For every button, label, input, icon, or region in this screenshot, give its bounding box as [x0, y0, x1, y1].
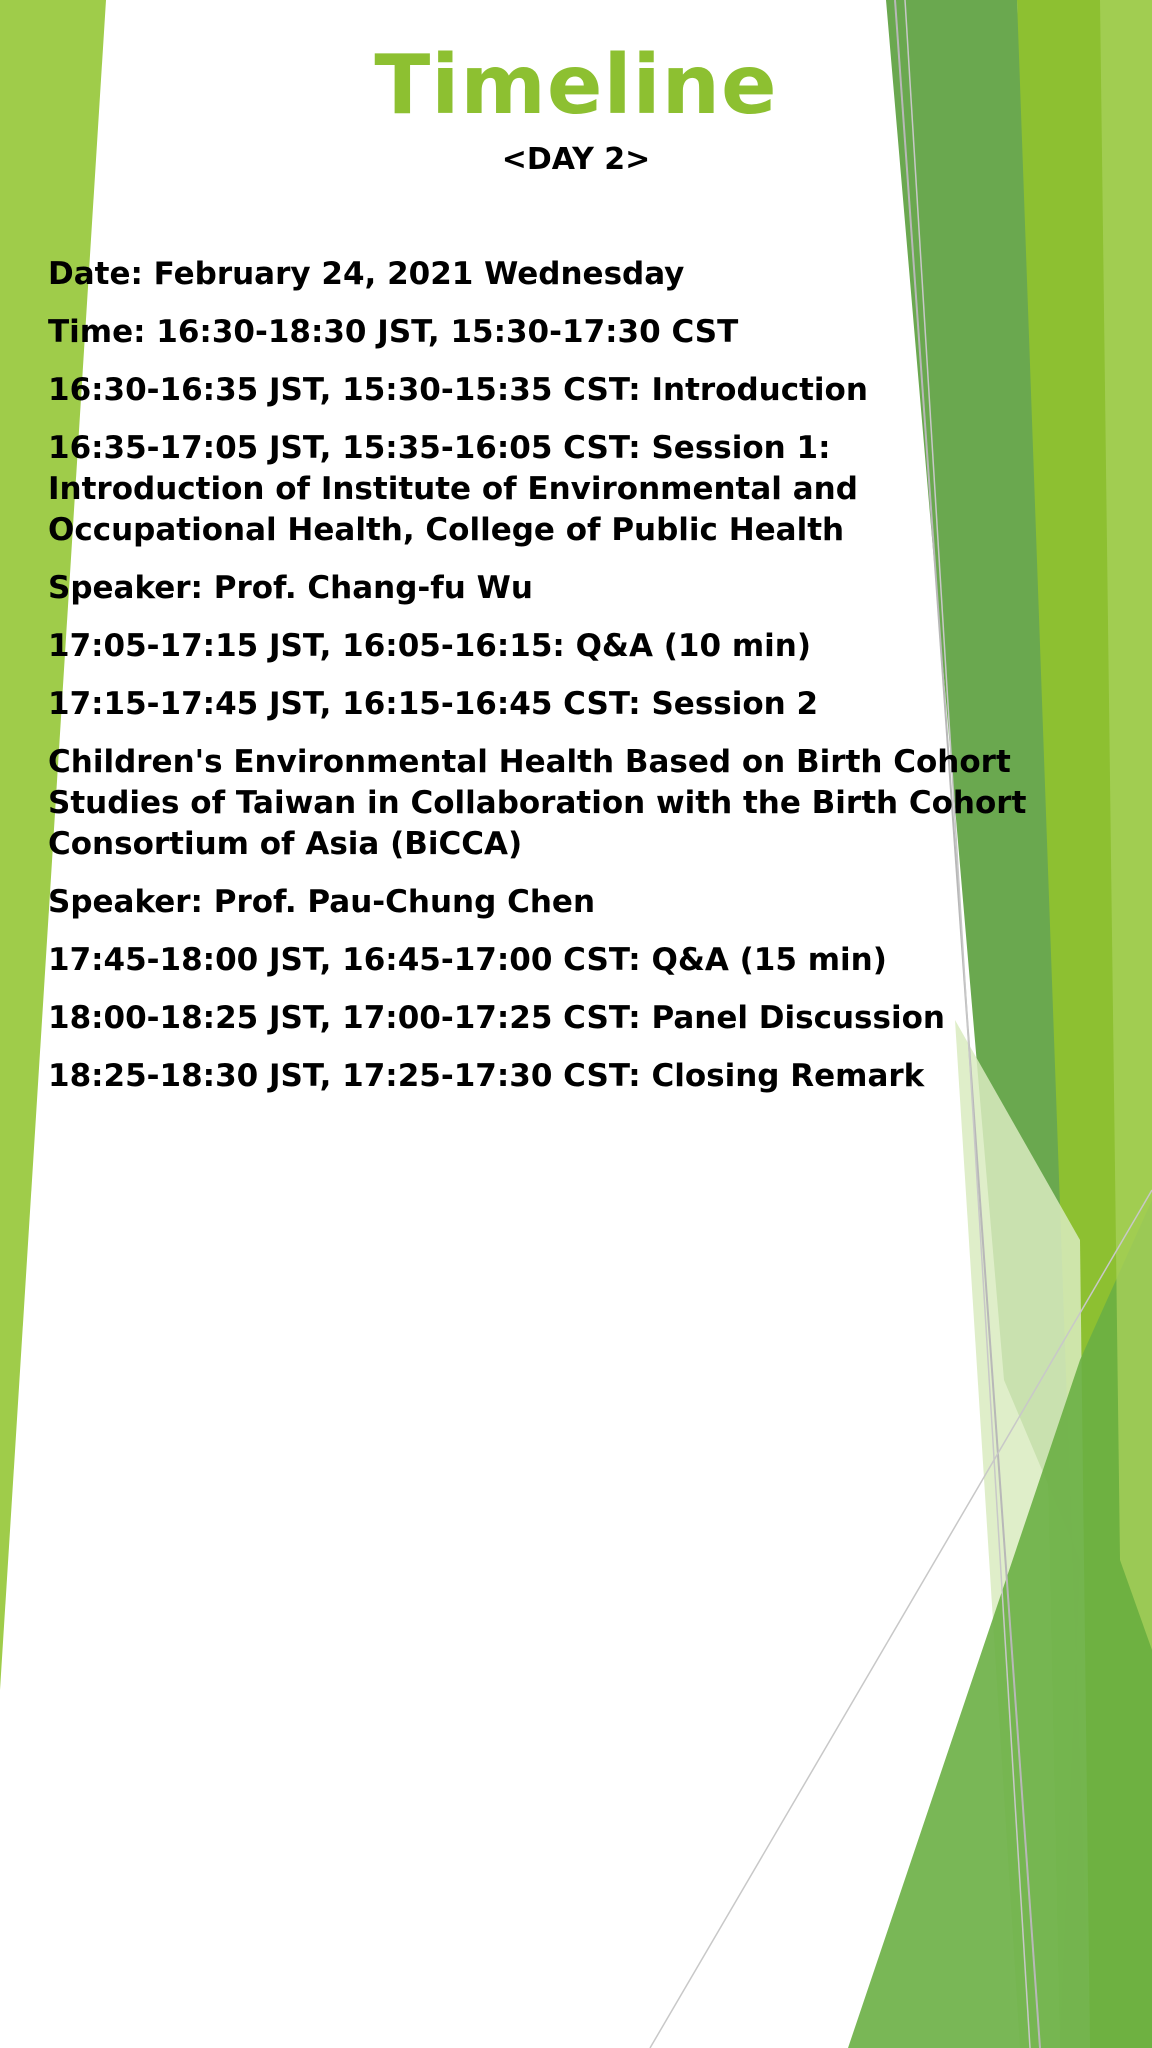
speaker-1-line: Speaker: Prof. Chang-fu Wu [48, 570, 533, 606]
timeline-content [48, 254, 1118, 1114]
introduction-line: 16:30-16:35 JST, 15:30-15:35 CST: Introduction [48, 372, 868, 408]
session-1-line: 16:35-17:05 JST, 15:35-16:05 CST: Session 1: Introduction of Institute of Environmental and Occupational Health, College of Public Health [48, 430, 858, 548]
session-2-line: 17:15-17:45 JST, 16:15-16:45 CST: Session 2 [48, 686, 819, 722]
page-title: Timeline [374, 38, 778, 133]
day-subtitle: <DAY 2> [501, 142, 651, 177]
closing-remark-line: 18:25-18:30 JST, 17:25-17:30 CST: Closing Remark [48, 1058, 925, 1094]
qa-1-line: 17:05-17:15 JST, 16:05-16:15: Q&A (10 min) [48, 628, 812, 664]
session-2-title-line: Children's Environmental Health Based on Birth Cohort Studies of Taiwan in Collaboration with the Birth Cohort Consortium of Asia (BiCCA) [48, 744, 1027, 862]
date-line: Date: February 24, 2021 Wednesday [48, 256, 685, 292]
speaker-2-line: Speaker: Prof. Pau-Chung Chen [48, 884, 596, 920]
qa-2-line: 17:45-18:00 JST, 16:45-17:00 CST: Q&A (15 min) [48, 942, 887, 978]
panel-discussion-line: 18:00-18:25 JST, 17:00-17:25 CST: Panel Discussion [48, 1000, 945, 1036]
time-line: Time: 16:30-18:30 JST, 15:30-17:30 CST [48, 314, 739, 350]
